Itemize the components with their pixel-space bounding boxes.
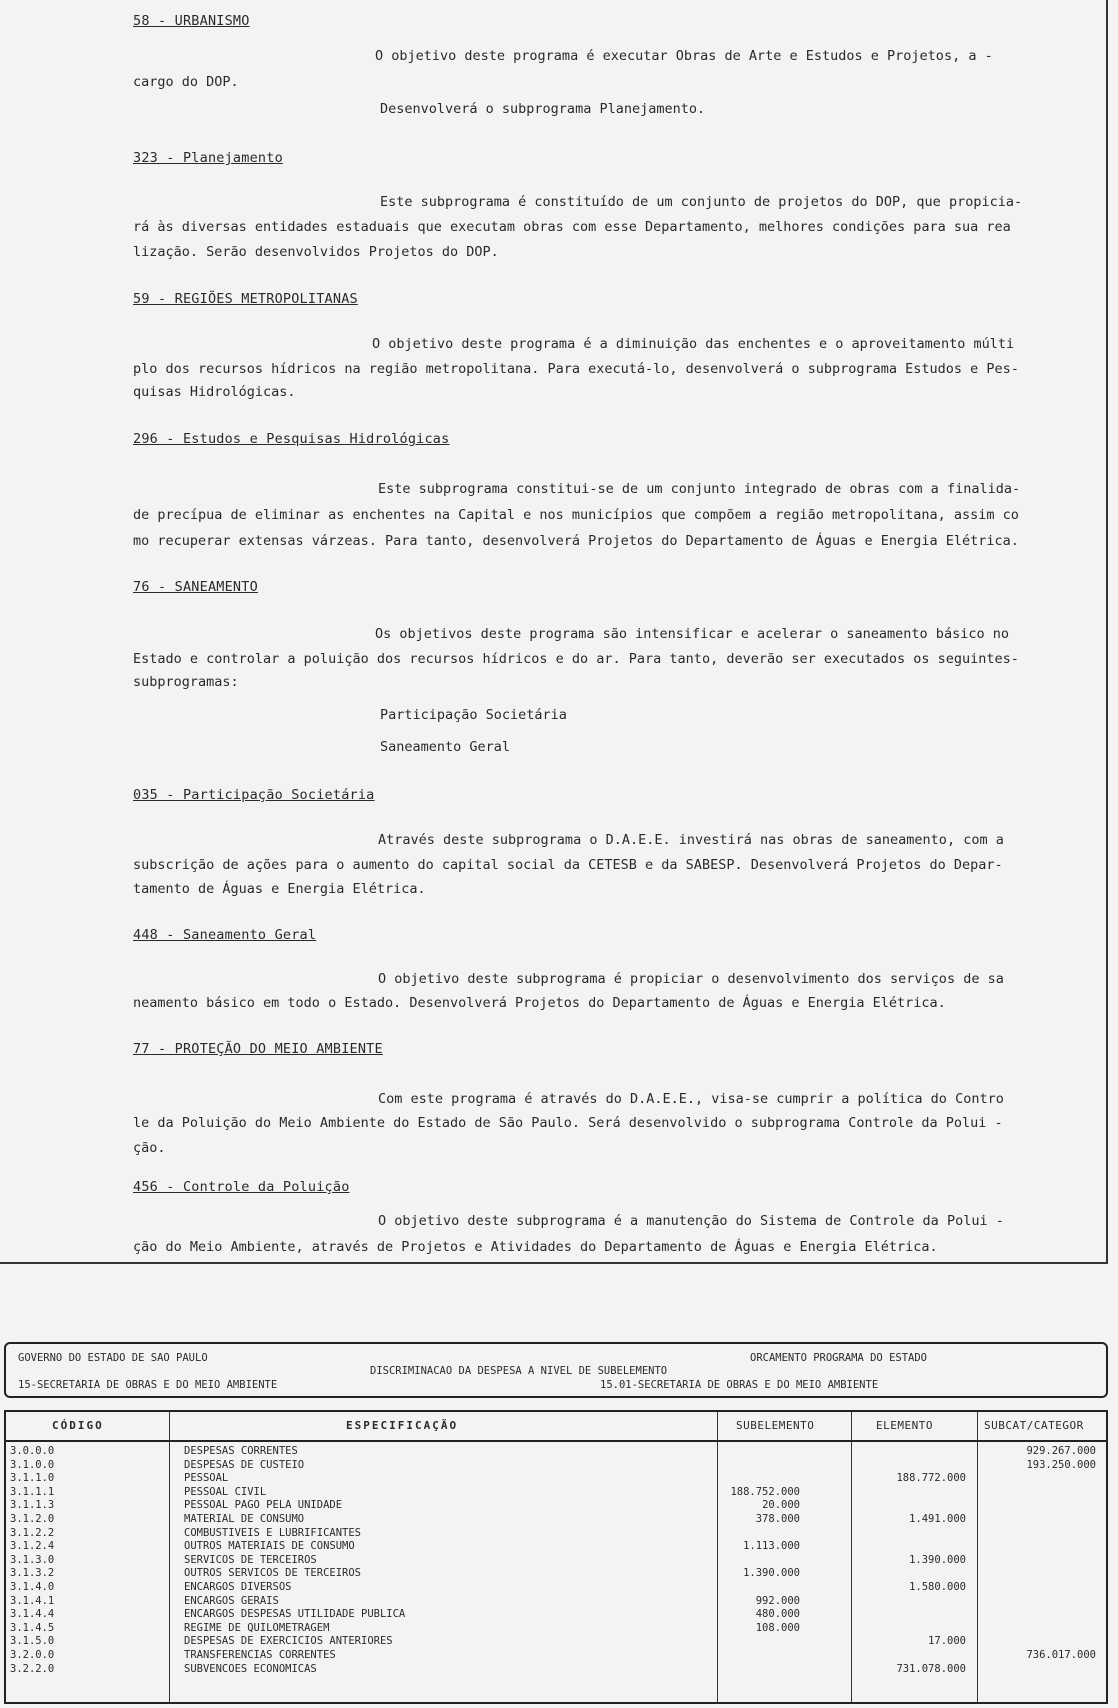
row-description: PESSOAL PAGO PELA UNIDADE [184, 1499, 343, 1512]
text-line: cargo do DOP. [133, 74, 239, 90]
row-description: ENCARGOS DESPESAS UTILIDADE PUBLICA [184, 1608, 406, 1621]
row-subelemento: 992.000 [755, 1594, 800, 1607]
text-line: neamento básico em todo o Estado. Desenvolverá Projetos do Departamento de Águas e Energia Elétrica. [133, 995, 946, 1011]
table-row [6, 1445, 1106, 1459]
table-header [6, 1412, 1106, 1442]
row-subelemento: 1.113.000 [743, 1540, 800, 1553]
program-heading-meio-ambiente: 77 - PROTEÇÃO DO MEIO AMBIENTE [133, 1041, 383, 1057]
row-elemento: 1.580.000 [909, 1580, 966, 1593]
row-code: 3.1.2.0 [10, 1512, 55, 1525]
row-subelemento: 1.390.000 [743, 1567, 800, 1580]
row-code: 3.1.4.0 [10, 1580, 55, 1593]
row-description: ENCARGOS DIVERSOS [184, 1580, 292, 1593]
text-line: de precípua de eliminar as enchentes na Capital e nos municípios que compõem a região metropolitana, assim co [133, 507, 1019, 523]
text-line: lização. Serão desenvolvidos Projetos do DOP. [133, 244, 499, 260]
row-code: 3.1.1.3 [10, 1499, 55, 1512]
subprogram-heading-participacao: 035 - Participação Societária [133, 787, 375, 803]
row-description: PESSOAL [184, 1472, 229, 1485]
program-heading-regioes: 59 - REGIÕES METROPOLITANAS [133, 291, 358, 307]
row-code: 3.1.5.0 [10, 1635, 55, 1648]
row-elemento: 731.078.000 [896, 1662, 966, 1675]
row-code: 3.1.4.5 [10, 1621, 55, 1634]
program-heading-saneamento: 76 - SANEAMENTO [133, 579, 258, 595]
text-line: ção. [133, 1140, 166, 1156]
row-subelemento: 108.000 [755, 1621, 800, 1634]
header-elemento: ELEMENTO [876, 1419, 933, 1432]
table-row [6, 1540, 1106, 1554]
table-body [6, 1445, 1106, 1676]
header-subelemento: SUBELEMENTO [736, 1419, 815, 1432]
row-code: 3.1.1.1 [10, 1485, 55, 1498]
row-description: MATERIAL DE CONSUMO [184, 1512, 305, 1525]
table-row [6, 1608, 1106, 1622]
row-description: REGIME DE QUILOMETRAGEM [184, 1621, 330, 1634]
row-code: 3.1.1.0 [10, 1472, 55, 1485]
text-line: subprogramas: [133, 674, 239, 690]
subprogram-heading-planejamento: 323 - Planejamento [133, 150, 283, 166]
table-row [6, 1635, 1106, 1649]
row-description: OUTROS MATERIAIS DE CONSUMO [184, 1540, 355, 1553]
row-elemento: 17.000 [928, 1635, 966, 1648]
header-especificacao: ESPECIFICAÇÃO [346, 1419, 459, 1432]
row-code: 3.1.4.1 [10, 1594, 55, 1607]
row-subcat: 929.267.000 [1026, 1445, 1096, 1457]
header-subcat: SUBCAT/CATEGOR [984, 1419, 1084, 1432]
text-line: Através deste subprograma o D.A.E.E. investirá nas obras de saneamento, com a [378, 832, 1004, 848]
row-description: SERVICOS DE TERCEIROS [184, 1553, 317, 1566]
table-row [6, 1581, 1106, 1595]
row-code: 3.0.0.0 [10, 1445, 55, 1457]
text-line: O objetivo deste subprograma é propiciar o desenvolvimento dos serviços de sa [378, 971, 1004, 987]
text-line: Estado e controlar a poluição dos recursos hídricos e do ar. Para tanto, deverão ser executados os seguintes- [133, 651, 1019, 667]
row-subelemento: 188.752.000 [730, 1485, 800, 1498]
budget-table [4, 1410, 1108, 1704]
text-line: ção do Meio Ambiente, através de Projetos e Atividades do Departamento de Águas e Energia Elétrica. [133, 1239, 938, 1255]
text-line: Este subprograma constitui-se de um conjunto integrado de obras com a finalida- [378, 481, 1021, 497]
table-row [6, 1622, 1106, 1636]
row-code: 3.1.3.0 [10, 1553, 55, 1566]
government-label: GOVERNO DO ESTADO DE SAO PAULO [18, 1352, 208, 1364]
row-description: SUBVENCOES ECONOMICAS [184, 1662, 317, 1675]
program-heading-urbanismo: 58 - URBANISMO [133, 13, 250, 29]
text-line: Com este programa é através do D.A.E.E., visa-se cumprir a política do Contro [378, 1091, 1004, 1107]
text-line: O objetivo deste programa é executar Obras de Arte e Estudos e Projetos, a - [375, 48, 993, 64]
text-line: Saneamento Geral [380, 739, 511, 755]
secretariat-label: 15-SECRETARIA DE OBRAS E DO MEIO AMBIENTE [18, 1379, 278, 1391]
row-subelemento: 480.000 [755, 1608, 800, 1621]
text-line: Desenvolverá o subprograma Planejamento. [380, 101, 706, 117]
row-code: 3.2.0.0 [10, 1648, 55, 1661]
row-code: 3.2.2.0 [10, 1662, 55, 1675]
text-line: plo dos recursos hídricos na região metropolitana. Para executá-lo, desenvolverá o subprograma Estudos e Pes- [133, 361, 1019, 377]
row-code: 3.1.4.4 [10, 1608, 55, 1621]
row-description: COMBUSTIVEIS E LUBRIFICANTES [184, 1526, 362, 1539]
table-row [6, 1649, 1106, 1663]
table-row [6, 1472, 1106, 1486]
row-description: TRANSFERENCIAS CORRENTES [184, 1648, 336, 1661]
row-subelemento: 20.000 [762, 1499, 800, 1512]
subprogram-heading-saneamento-geral: 448 - Saneamento Geral [133, 927, 317, 943]
table-row [6, 1499, 1106, 1513]
row-code: 3.1.0.0 [10, 1458, 55, 1471]
text-line: quisas Hidrológicas. [133, 384, 296, 400]
text-line: tamento de Águas e Energia Elétrica. [133, 881, 426, 897]
unit-label: 15.01-SECRETARIA DE OBRAS E DO MEIO AMBIENTE [600, 1379, 879, 1391]
subprogram-heading-controle: 456 - Controle da Poluição [133, 1179, 350, 1195]
text-line: Este subprograma é constituído de um conjunto de projetos do DOP, que propicia- [380, 194, 1023, 210]
row-description: OUTROS SERVICOS DE TERCEIROS [184, 1567, 362, 1580]
subprogram-heading-estudos: 296 - Estudos e Pesquisas Hidrológicas [133, 431, 450, 447]
table-row [6, 1595, 1106, 1609]
text-line: Participação Societária [380, 707, 567, 723]
text-line: O objetivo deste subprograma é a manutenção do Sistema de Controle da Polui - [378, 1213, 1004, 1229]
row-description: ENCARGOS GERAIS [184, 1594, 279, 1607]
text-line: rá às diversas entidades estaduais que executam obras com esse Departamento, melhores condições para sua rea [133, 219, 1011, 235]
row-code: 3.1.2.2 [10, 1526, 55, 1539]
table-row [6, 1554, 1106, 1568]
row-subelemento: 378.000 [755, 1512, 800, 1525]
text-line: mo recuperar extensas várzeas. Para tanto, desenvolverá Projetos do Departamento de Águas e Energia Elétrica. [133, 533, 1019, 549]
text-line: O objetivo deste programa é a diminuição das enchentes e o aproveitamento múlti [372, 336, 1015, 352]
row-description: DESPESAS DE EXERCICIOS ANTERIORES [184, 1635, 393, 1648]
text-line: le da Poluição do Meio Ambiente do Estado de São Paulo. Será desenvolvido o subprograma Controle da Polui - [133, 1115, 1003, 1131]
report-title: DISCRIMINACAO DA DESPESA A NIVEL DE SUBELEMENTO [370, 1365, 668, 1377]
budget-title: ORCAMENTO PROGRAMA DO ESTADO [750, 1352, 928, 1364]
table-row [6, 1513, 1106, 1527]
table-row [6, 1663, 1106, 1677]
row-subcat: 193.250.000 [1026, 1458, 1096, 1471]
row-code: 3.1.3.2 [10, 1567, 55, 1580]
table-row [6, 1567, 1106, 1581]
row-elemento: 1.491.000 [909, 1512, 966, 1525]
row-description: PESSOAL CIVIL [184, 1485, 267, 1498]
row-subcat: 736.017.000 [1026, 1648, 1096, 1661]
table-row [6, 1486, 1106, 1500]
row-elemento: 188.772.000 [896, 1472, 966, 1485]
report-header-box [4, 1342, 1108, 1398]
row-description: DESPESAS DE CUSTEIO [184, 1458, 305, 1471]
text-line: Os objetivos deste programa são intensificar e acelerar o saneamento básico no [375, 626, 1009, 642]
header-codigo: CÓDIGO [52, 1419, 104, 1432]
table-row [6, 1527, 1106, 1541]
row-code: 3.1.2.4 [10, 1540, 55, 1553]
text-line: subscrição de ações para o aumento do capital social da CETESB e da SABESP. Desenvolverá Projetos do Depar- [133, 857, 1003, 873]
table-row [6, 1459, 1106, 1473]
row-elemento: 1.390.000 [909, 1553, 966, 1566]
row-description: DESPESAS CORRENTES [184, 1445, 298, 1457]
